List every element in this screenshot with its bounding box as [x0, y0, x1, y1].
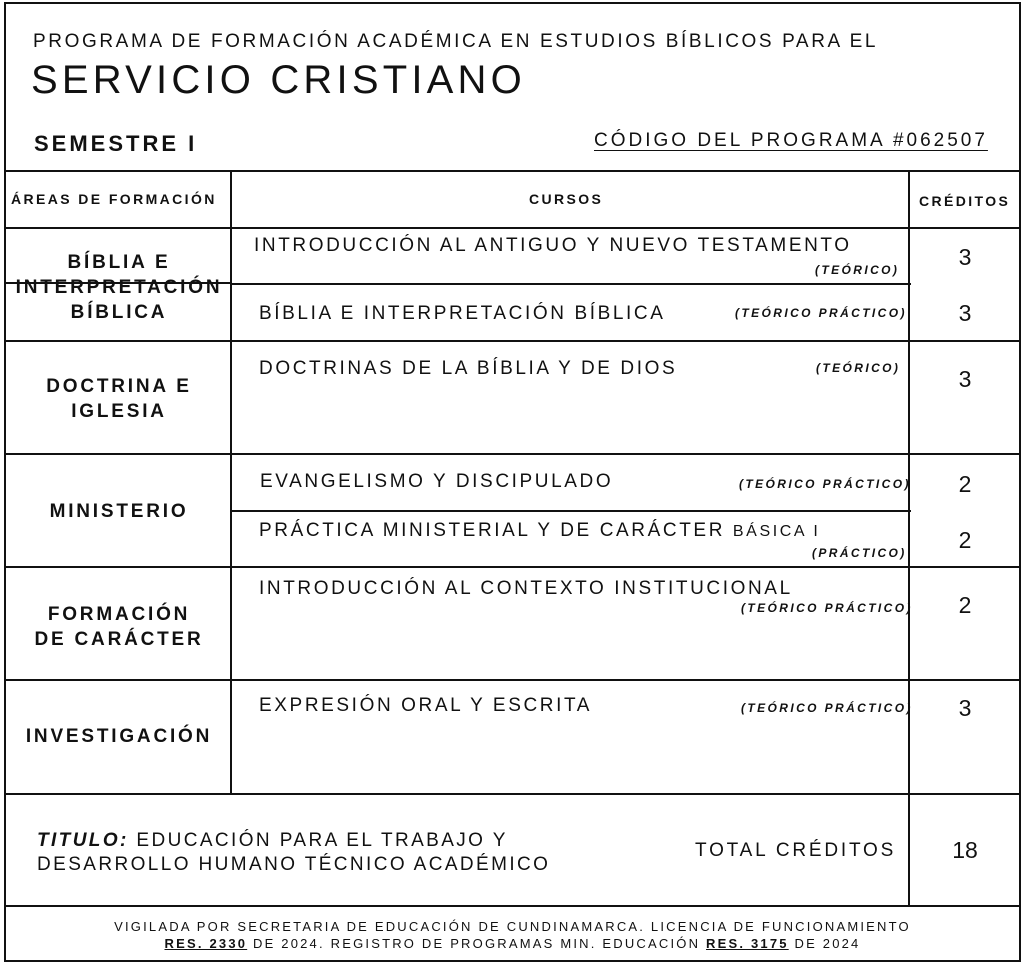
area-line: INVESTIGACIÓN — [25, 726, 213, 747]
area-line: INTERPRETACIÓN — [15, 277, 223, 298]
course-name: INTRODUCCIÓN AL ANTIGUO Y NUEVO TESTAMENTO — [254, 235, 852, 256]
row-divider-1 — [4, 340, 1021, 342]
course-sub-divider-1 — [231, 283, 911, 285]
header-areas: ÁREAS DE FORMACIÓN — [11, 191, 217, 207]
course-type: (TEÓRICO) — [815, 263, 900, 277]
course-name: EVANGELISMO Y DISCIPULADO — [260, 471, 614, 492]
area-formacion — [6, 602, 232, 652]
course-credits: 3 — [958, 366, 972, 392]
course-credits: 3 — [958, 300, 972, 326]
header-courses: CURSOS — [529, 191, 604, 207]
area-investigacion — [6, 724, 232, 749]
course-name-suffix: BÁSICA I — [732, 523, 821, 540]
resolution-2: RES. 3175 — [706, 936, 789, 951]
course-name-main: PRÁCTICA MINISTERIAL Y DE CARÁCTER — [259, 520, 726, 541]
footer-end: DE 2024 — [788, 936, 861, 951]
footer-mid: DE 2024. REGISTRO DE PROGRAMAS MIN. EDUCACIÓN — [247, 936, 706, 951]
course-credits: 3 — [958, 244, 972, 270]
titulo-text-2: DESARROLLO HUMANO TÉCNICO ACADÉMICO — [37, 854, 551, 875]
titulo-block — [37, 829, 597, 877]
program-line: PROGRAMA DE FORMACIÓN ACADÉMICA EN ESTUDIOS BÍBLICOS PARA EL — [33, 31, 879, 52]
row-divider-4 — [4, 679, 1021, 681]
footer-line-2 — [6, 936, 1019, 951]
course-credits: 2 — [958, 527, 972, 553]
page-title: SERVICIO CRISTIANO — [31, 58, 526, 102]
course-name: DOCTRINAS DE LA BÍBLIA Y DE DIOS — [259, 358, 678, 379]
area-line: FORMACIÓN — [47, 604, 191, 625]
course-name: INTRODUCCIÓN AL CONTEXTO INSTITUCIONAL — [259, 578, 793, 599]
area-doctrina — [6, 374, 232, 424]
row-divider-2 — [4, 453, 1021, 455]
footer-divider — [4, 905, 1021, 907]
area-line: DOCTRINA E — [46, 376, 192, 397]
area-line: IGLESIA — [71, 401, 167, 422]
area-ministerio — [6, 499, 232, 524]
total-credits-label: TOTAL CRÉDITOS — [695, 840, 897, 861]
course-name: BÍBLIA E INTERPRETACIÓN BÍBLICA — [259, 303, 666, 324]
area-biblia — [6, 250, 232, 325]
course-type: (TEÓRICO) — [816, 361, 901, 375]
course-type: (PRÁCTICO) — [812, 546, 907, 560]
row-divider-3 — [4, 566, 1021, 568]
area-line: BÍBLICA — [70, 302, 168, 323]
area-line: MINISTERIO — [49, 501, 189, 522]
program-code: CÓDIGO DEL PROGRAMA #062507 — [594, 130, 988, 151]
course-type: (TEÓRICO PRÁCTICO) — [739, 477, 911, 491]
course-type: (TEÓRICO PRÁCTICO) — [741, 601, 913, 615]
area-line: BÍBLIA E — [67, 252, 171, 273]
header-divider — [4, 170, 1021, 172]
titulo-label: TITULO: — [37, 830, 129, 851]
header-credits: CRÉDITOS — [919, 193, 1011, 209]
table-header-divider — [4, 227, 1021, 229]
row-divider-5 — [4, 793, 1021, 795]
course-type: (TEÓRICO PRÁCTICO) — [741, 701, 913, 715]
course-type: (TEÓRICO PRÁCTICO) — [735, 306, 907, 320]
total-credits-value: 18 — [952, 837, 978, 863]
titulo-line-1 — [37, 829, 597, 853]
course-credits: 2 — [958, 592, 972, 618]
course-name: EXPRESIÓN ORAL Y ESCRITA — [259, 695, 593, 716]
course-credits: 2 — [958, 471, 972, 497]
semester-label: SEMESTRE I — [34, 131, 198, 156]
titulo-text-1: EDUCACIÓN PARA EL TRABAJO Y — [136, 830, 508, 851]
footer-line-1: VIGILADA POR SECRETARIA DE EDUCACIÓN DE CUNDINAMARCA. LICENCIA DE FUNCIONAMIENTO — [114, 919, 911, 934]
course-name — [259, 520, 820, 542]
course-credits: 3 — [958, 695, 972, 721]
resolution-1: RES. 2330 — [164, 936, 248, 951]
course-sub-divider-2 — [231, 510, 911, 512]
area-line: DE CARÁCTER — [34, 629, 204, 650]
